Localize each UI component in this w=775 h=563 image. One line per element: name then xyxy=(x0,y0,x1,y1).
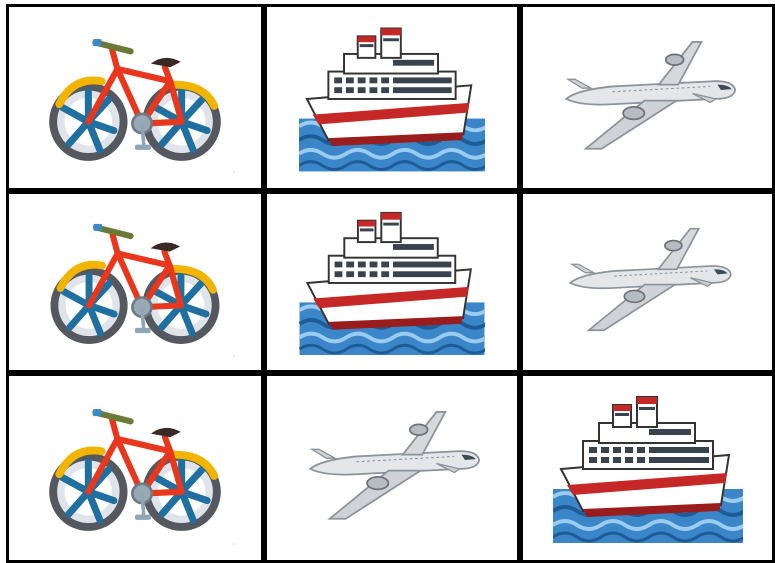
airplane-icon xyxy=(559,40,737,156)
card-r2-c2[interactable] xyxy=(264,191,520,373)
picture-card-grid xyxy=(6,4,775,563)
corner-mark: · xyxy=(232,169,235,176)
cruise-ship-icon xyxy=(299,24,485,172)
bicycle-icon xyxy=(47,217,223,347)
card-r3-c2[interactable] xyxy=(264,373,520,563)
cruise-ship-icon xyxy=(553,393,743,543)
card-r2-c3[interactable] xyxy=(520,191,775,373)
card-r2-c1[interactable] xyxy=(6,191,264,373)
airplane-icon xyxy=(563,227,733,337)
bicycle-icon xyxy=(47,32,223,164)
card-r1-c1[interactable] xyxy=(6,4,264,191)
card-r1-c3[interactable] xyxy=(520,4,775,191)
bicycle-icon xyxy=(47,401,223,535)
corner-mark: · xyxy=(232,541,235,548)
cruise-ship-icon xyxy=(299,209,485,355)
corner-mark: · xyxy=(232,353,235,360)
airplane-icon xyxy=(303,408,481,528)
card-r3-c1[interactable] xyxy=(6,373,264,563)
card-r1-c2[interactable] xyxy=(264,4,520,191)
card-r3-c3[interactable] xyxy=(520,373,775,563)
